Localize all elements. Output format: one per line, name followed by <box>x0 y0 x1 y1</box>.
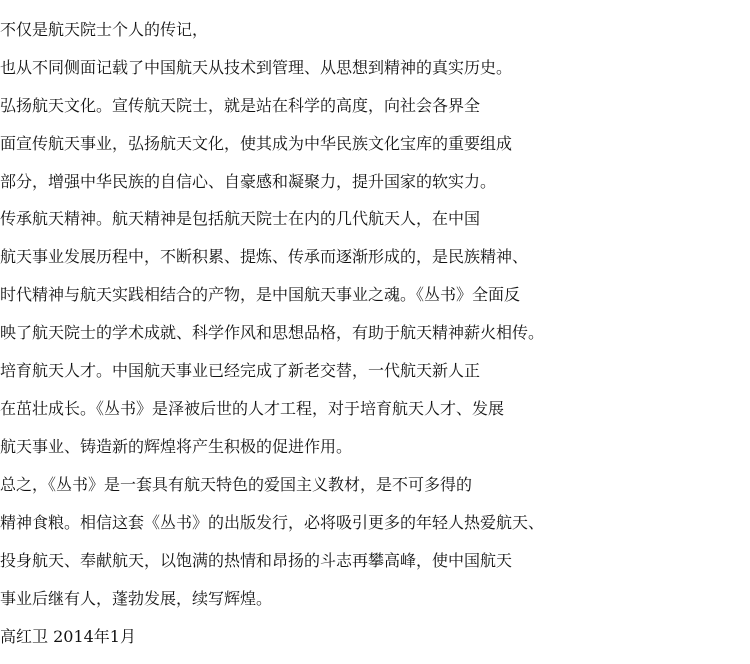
text-line: 培育航天人才。中国航天事业已经完成了新老交替，一代航天新人正 <box>0 361 481 380</box>
signature: 高红卫 2014年1月 <box>0 627 136 646</box>
text-line: 弘扬航天文化。宣传航天院士，就是站在科学的高度，向社会各界全 <box>0 96 481 115</box>
text-line: 投身航天、奉献航天，以饱满的热情和昂扬的斗志再攀高峰，使中国航天 <box>0 551 513 570</box>
text-line: 不仅是航天院士个人的传记， <box>0 20 209 39</box>
text-line: 航天事业发展历程中，不断积累、提炼、传承而逐渐形成的，是民族精神、 <box>0 247 529 266</box>
text-line: 事业后继有人，蓬勃发展，续写辉煌。 <box>0 589 273 608</box>
text-line: 航天事业、铸造新的辉煌将产生积极的促进作用。 <box>0 437 353 456</box>
text-line: 也从不同侧面记载了中国航天从技术到管理、从思想到精神的真实历史。 <box>0 58 513 77</box>
text-line: 精神食粮。相信这套《丛书》的出版发行，必将吸引更多的年轻人热爱航天、 <box>0 513 545 532</box>
text-line: 映了航天院士的学术成就、科学作风和思想品格，有助于航天精神薪火相传。 <box>0 323 545 342</box>
text-line: 部分，增强中华民族的自信心、自豪感和凝聚力，提升国家的软实力。 <box>0 172 497 191</box>
text-line: 时代精神与航天实践相结合的产物，是中国航天事业之魂。《丛书》全面反 <box>0 285 521 304</box>
text-line: 传承航天精神。航天精神是包括航天院士在内的几代航天人，在中国 <box>0 209 481 228</box>
text-line: 在茁壮成长。《丛书》是泽被后世的人才工程，对于培育航天人才、发展 <box>0 399 505 418</box>
text-line: 总之，《丛书》是一套具有航天特色的爱国主义教材，是不可多得的 <box>0 475 473 494</box>
text-line: 面宣传航天事业，弘扬航天文化，使其成为中华民族文化宝库的重要组成 <box>0 134 513 153</box>
